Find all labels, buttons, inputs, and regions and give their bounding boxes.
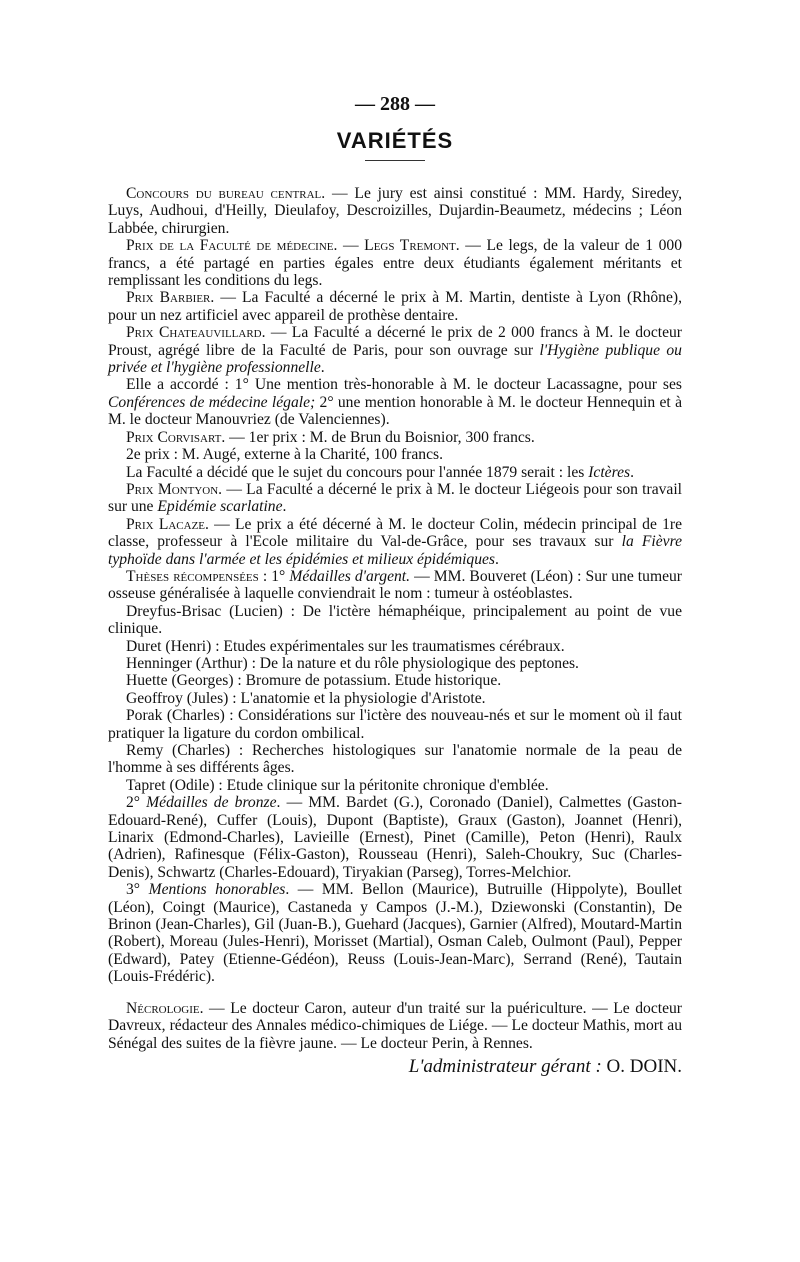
paragraph [108, 603, 682, 638]
paragraph [108, 237, 682, 289]
paragraph-lead: Prix de la Faculté de médecine. — Legs Tremont. [126, 237, 460, 255]
paragraph-it1: l'Hygiène publique ou privée et l'hygiène professionnelle [108, 341, 682, 377]
paragraph-text: — La Faculté a décerné le prix à M. le docteur Liégeois pour son travail sur une [108, 480, 682, 516]
paragraph-text2: . — MM. Bardet (G.), Coronado (Daniel), Calmettes (Gaston-Edouard-René), Cuffer (Louis), Dupont (Baptiste), Graux (Gaston), Joannet (Henri), Linarix (Edmond-Charles), Lavieille (Ernest), Pinet (Camille), Peton (Henri), Raulx (Adrien), Rafinesque (Félix-Gaston), Rousseau (Henri), Saleh-Choukry, Suc (Charles-Denis), Schwartz (Charles-Edouard), Tiryakian (Parseg), Torres-Melchior. [108, 794, 682, 881]
paragraph [108, 794, 682, 881]
paragraph [108, 446, 682, 463]
paragraph-text: — Le jury est ainsi constitué : MM. Hardy, Siredey, Luys, Audhoui, d'Heilly, Dieulafoy, Descroizilles, Dujardin-Beaumetz, médecins ; Léon Labbée, chirurgien. [108, 185, 682, 237]
paragraph-text: Duret (Henri) : Etudes expérimentales sur les traumatismes cérébraux. [126, 637, 565, 655]
paragraph-lead: Prix Chateauvillard. [126, 324, 266, 342]
paragraph-text2: . [282, 498, 287, 516]
paragraph-text: Elle a accordé : 1° Une mention très-honorable à M. le docteur Lacassagne, pour ses [126, 376, 682, 394]
paragraph [108, 516, 682, 568]
article-body [108, 185, 682, 1052]
paragraph-text: — 1er prix : M. de Brun du Boisnior, 300 francs. [225, 428, 535, 446]
paragraph-it1: Conférences de médecine légale; [108, 393, 316, 411]
paragraph [108, 655, 682, 672]
paragraph-it1: Médailles d'argent. [289, 567, 411, 585]
paragraph [108, 289, 682, 324]
paragraph-lead: Nécrologie. [126, 999, 204, 1017]
paragraph-text: Tapret (Odile) : Etude clinique sur la péritonite chronique d'emblée. [126, 776, 549, 794]
paragraph-text: Henninger (Arthur) : De la nature et du rôle physiologique des peptones. [126, 654, 579, 672]
paragraph-it1: Mentions honorables [148, 881, 286, 899]
paragraph-text2: . — MM. Bellon (Maurice), Butruille (Hippolyte), Boullet (Léon), Coingt (Maurice), Castaneda y Campos (J.-M.), Dziewonski (Constantin), De Brinon (Jean-Charles), Gil (Juan-B.), Guehard (Jacques), Garnier (Alfred), Moutard-Martin (Robert), Moreau (Jules-Henri), Morisset (Martial), Osman Caleb, Oulmont (Paul), Pepper (Edward), Patey (Etienne-Gédéon), Reuss (Louis-Jean-Marc), Serrand (René), Tautain (Louis-Frédéric). [108, 881, 683, 986]
signature-name: O. DOIN. [606, 1055, 682, 1077]
paragraph-text: Porak (Charles) : Considérations sur l'ictère des nouveau-nés et sur le moment où il faut pratiquer la ligature du cordon ombilical. [108, 707, 682, 742]
paragraph-lead: Thèses récompensées : [126, 567, 268, 585]
paragraph [108, 707, 682, 742]
paragraph-text2: 2° une mention honorable à M. le docteur Hennequin et à M. le docteur Manouvriez (de Valenciennes). [108, 393, 682, 429]
paragraph [108, 690, 682, 707]
paragraph [108, 429, 682, 446]
paragraph [108, 324, 682, 376]
paragraph [108, 1000, 682, 1052]
signature [108, 1055, 682, 1077]
document-page [108, 88, 682, 1075]
section-title: VARIÉTÉS [336, 128, 454, 153]
signature-label: L'administrateur gérant : [408, 1055, 602, 1077]
paragraph-text2: . [495, 550, 499, 568]
paragraph-text: 2° [126, 794, 147, 812]
paragraph-it1: Epidémie scarlatine [157, 498, 283, 516]
paragraph-text2: . [320, 359, 325, 377]
paragraph [108, 672, 682, 689]
page-number: — 288 — [355, 93, 435, 115]
paragraph [108, 742, 682, 777]
paragraph-lead: Prix Montyon. [126, 480, 223, 498]
paragraph [108, 568, 682, 603]
paragraph-it1: la Fièvre typhoïde dans l'armée et les épidémies et milieux épidémiques [108, 533, 682, 568]
paragraph-text: — La Faculté a décerné le prix à M. Martin, dentiste à Lyon (Rhône), pour un nez artificiel avec appareil de prothèse dentaire. [108, 289, 682, 324]
paragraph-lead: Prix Barbier. [126, 289, 215, 307]
paragraph [108, 376, 682, 428]
paragraph-text2: . [630, 463, 634, 481]
paragraph-text: 1° [267, 567, 290, 585]
paragraph-text: 2e prix : M. Augé, externe à la Charité, 100 francs. [126, 446, 443, 464]
paragraph-text: — Le docteur Caron, auteur d'un traité sur la puériculture. — Le docteur Davreux, rédacteur des Annales médico-chimiques de Liége. — Le docteur Mathis, mort au Sénégal des suites de la fièvre jaune. — Le docteur Perin, à Rennes. [108, 999, 682, 1052]
paragraph-lead: Prix Lacaze. [126, 515, 209, 533]
paragraph [108, 185, 682, 237]
paragraph-text: — Le legs, de la valeur de 1 000 francs, a été partagé en parties égales entre deux étudiants également méritants et remplissant les conditions du legs. [108, 237, 682, 290]
paragraph [108, 881, 682, 985]
paragraph-text: Huette (Georges) : Bromure de potassium. Etude historique. [126, 672, 502, 690]
title-rule [365, 160, 425, 161]
paragraph-text2: — MM. Bouveret (Léon) : Sur une tumeur osseuse généralisée à laquelle conviendrait le nom : tumeur à ostéoblastes. [108, 567, 682, 603]
paragraph [108, 481, 682, 516]
paragraph-lead: Concours du bureau central. [126, 185, 326, 202]
paragraph-text: — Le prix a été décerné à M. le docteur Colin, médecin principal de 1re classe, professeur à l'Ecole militaire du Val-de-Grâce, pour ses travaux sur [108, 515, 682, 551]
paragraph-text: 3° [126, 881, 149, 899]
paragraph-text: Remy (Charles) : Recherches histologiques sur l'anatomie normale de la peau de l'homme à ses différents âges. [108, 742, 682, 777]
paragraph [108, 464, 682, 481]
paragraph-text: Geoffroy (Jules) : L'anatomie et la physiologie d'Aristote. [126, 689, 486, 707]
paragraph [108, 777, 682, 794]
paragraph-text: Dreyfus-Brisac (Lucien) : De l'ictère hémaphéique, principalement au point de vue clinique. [108, 602, 682, 638]
paragraph-text: — La Faculté a décerné le prix de 2 000 francs à M. le docteur Proust, agrégé libre de la Faculté de Paris, pour son ouvrage sur [108, 324, 682, 359]
paragraph-it1: Médailles de bronze [146, 794, 277, 812]
paragraph [108, 638, 682, 655]
paragraph-text: La Faculté a décidé que le sujet du concours pour l'année 1879 serait : les [126, 463, 589, 481]
paragraph-it1: Ictères [588, 463, 631, 481]
paragraph-lead: Prix Corvisart. [126, 428, 226, 446]
